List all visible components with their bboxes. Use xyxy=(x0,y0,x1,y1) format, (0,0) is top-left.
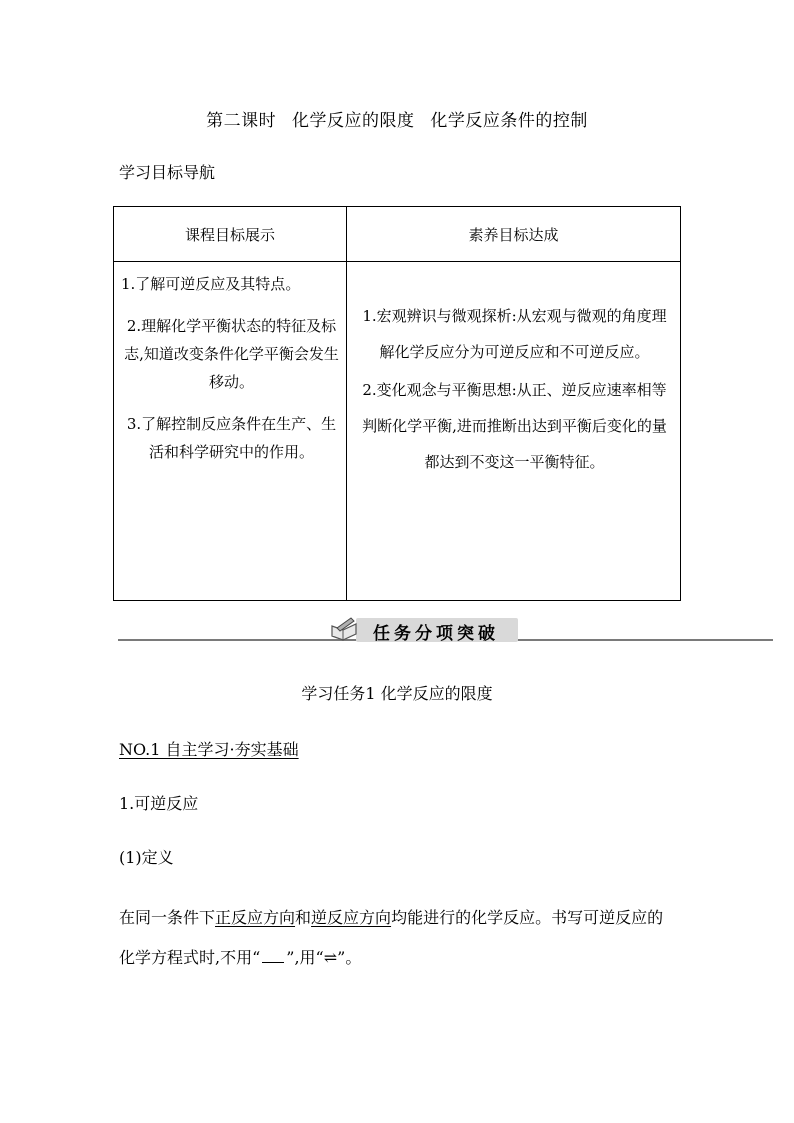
text-run: 和 xyxy=(295,908,312,927)
subsection-no1: NO.1 自主学习·夯实基础 xyxy=(119,740,299,759)
table-header-literacy-goals: 素养目标达成 xyxy=(347,207,681,262)
blank-answer-reverse: 逆反应方向 xyxy=(311,908,392,927)
page-title: 第二课时 化学反应的限度 化学反应条件的控制 xyxy=(206,111,588,131)
book-pen-icon xyxy=(329,616,359,644)
banner-title: 任务分项突破 xyxy=(373,624,499,644)
course-goal-item: 2.理解化学平衡状态的特征及标志,知道改变条件化学平衡会发生移动。 xyxy=(124,317,339,391)
text-run: 在同一条件下 xyxy=(119,908,216,927)
equals-sign-icon xyxy=(262,954,284,963)
text-run: ”,用“ xyxy=(286,948,324,967)
literacy-goal-item: 2.变化观念与平衡思想:从正、逆反应速率相等判断化学平衡,进而推断出达到平衡后变化的量都达到不变这一平衡特征。 xyxy=(362,381,667,471)
section-reversible-reaction: 1.可逆反应 xyxy=(119,794,199,813)
text-run: ”。 xyxy=(337,948,362,967)
task-title: 学习任务1 化学反应的限度 xyxy=(301,684,493,703)
section-heading-goals: 学习目标导航 xyxy=(119,163,216,182)
blank-answer-forward: 正反应方向 xyxy=(215,908,296,927)
literacy-goals-cell xyxy=(347,262,681,601)
course-goal-item: 3.了解控制反应条件在生产、生活和科学研究中的作用。 xyxy=(126,415,337,461)
reversible-arrow-icon: ⇌ xyxy=(323,948,338,967)
text-run: 均能进行的化学反应。书写可逆反应的化学方程式时,不用“ xyxy=(119,908,664,967)
course-goals-cell xyxy=(114,262,347,601)
goals-table xyxy=(113,206,681,601)
course-goal-item: 1.了解可逆反应及其特点。 xyxy=(121,275,301,293)
table-header-course-goals: 课程目标展示 xyxy=(114,207,347,262)
subsection-definition: (1)定义 xyxy=(119,848,174,867)
definition-paragraph xyxy=(119,898,679,978)
literacy-goal-item: 1.宏观辨识与微观探析:从宏观与微观的角度理解化学反应分为可逆反应和不可逆反应。 xyxy=(362,307,667,361)
